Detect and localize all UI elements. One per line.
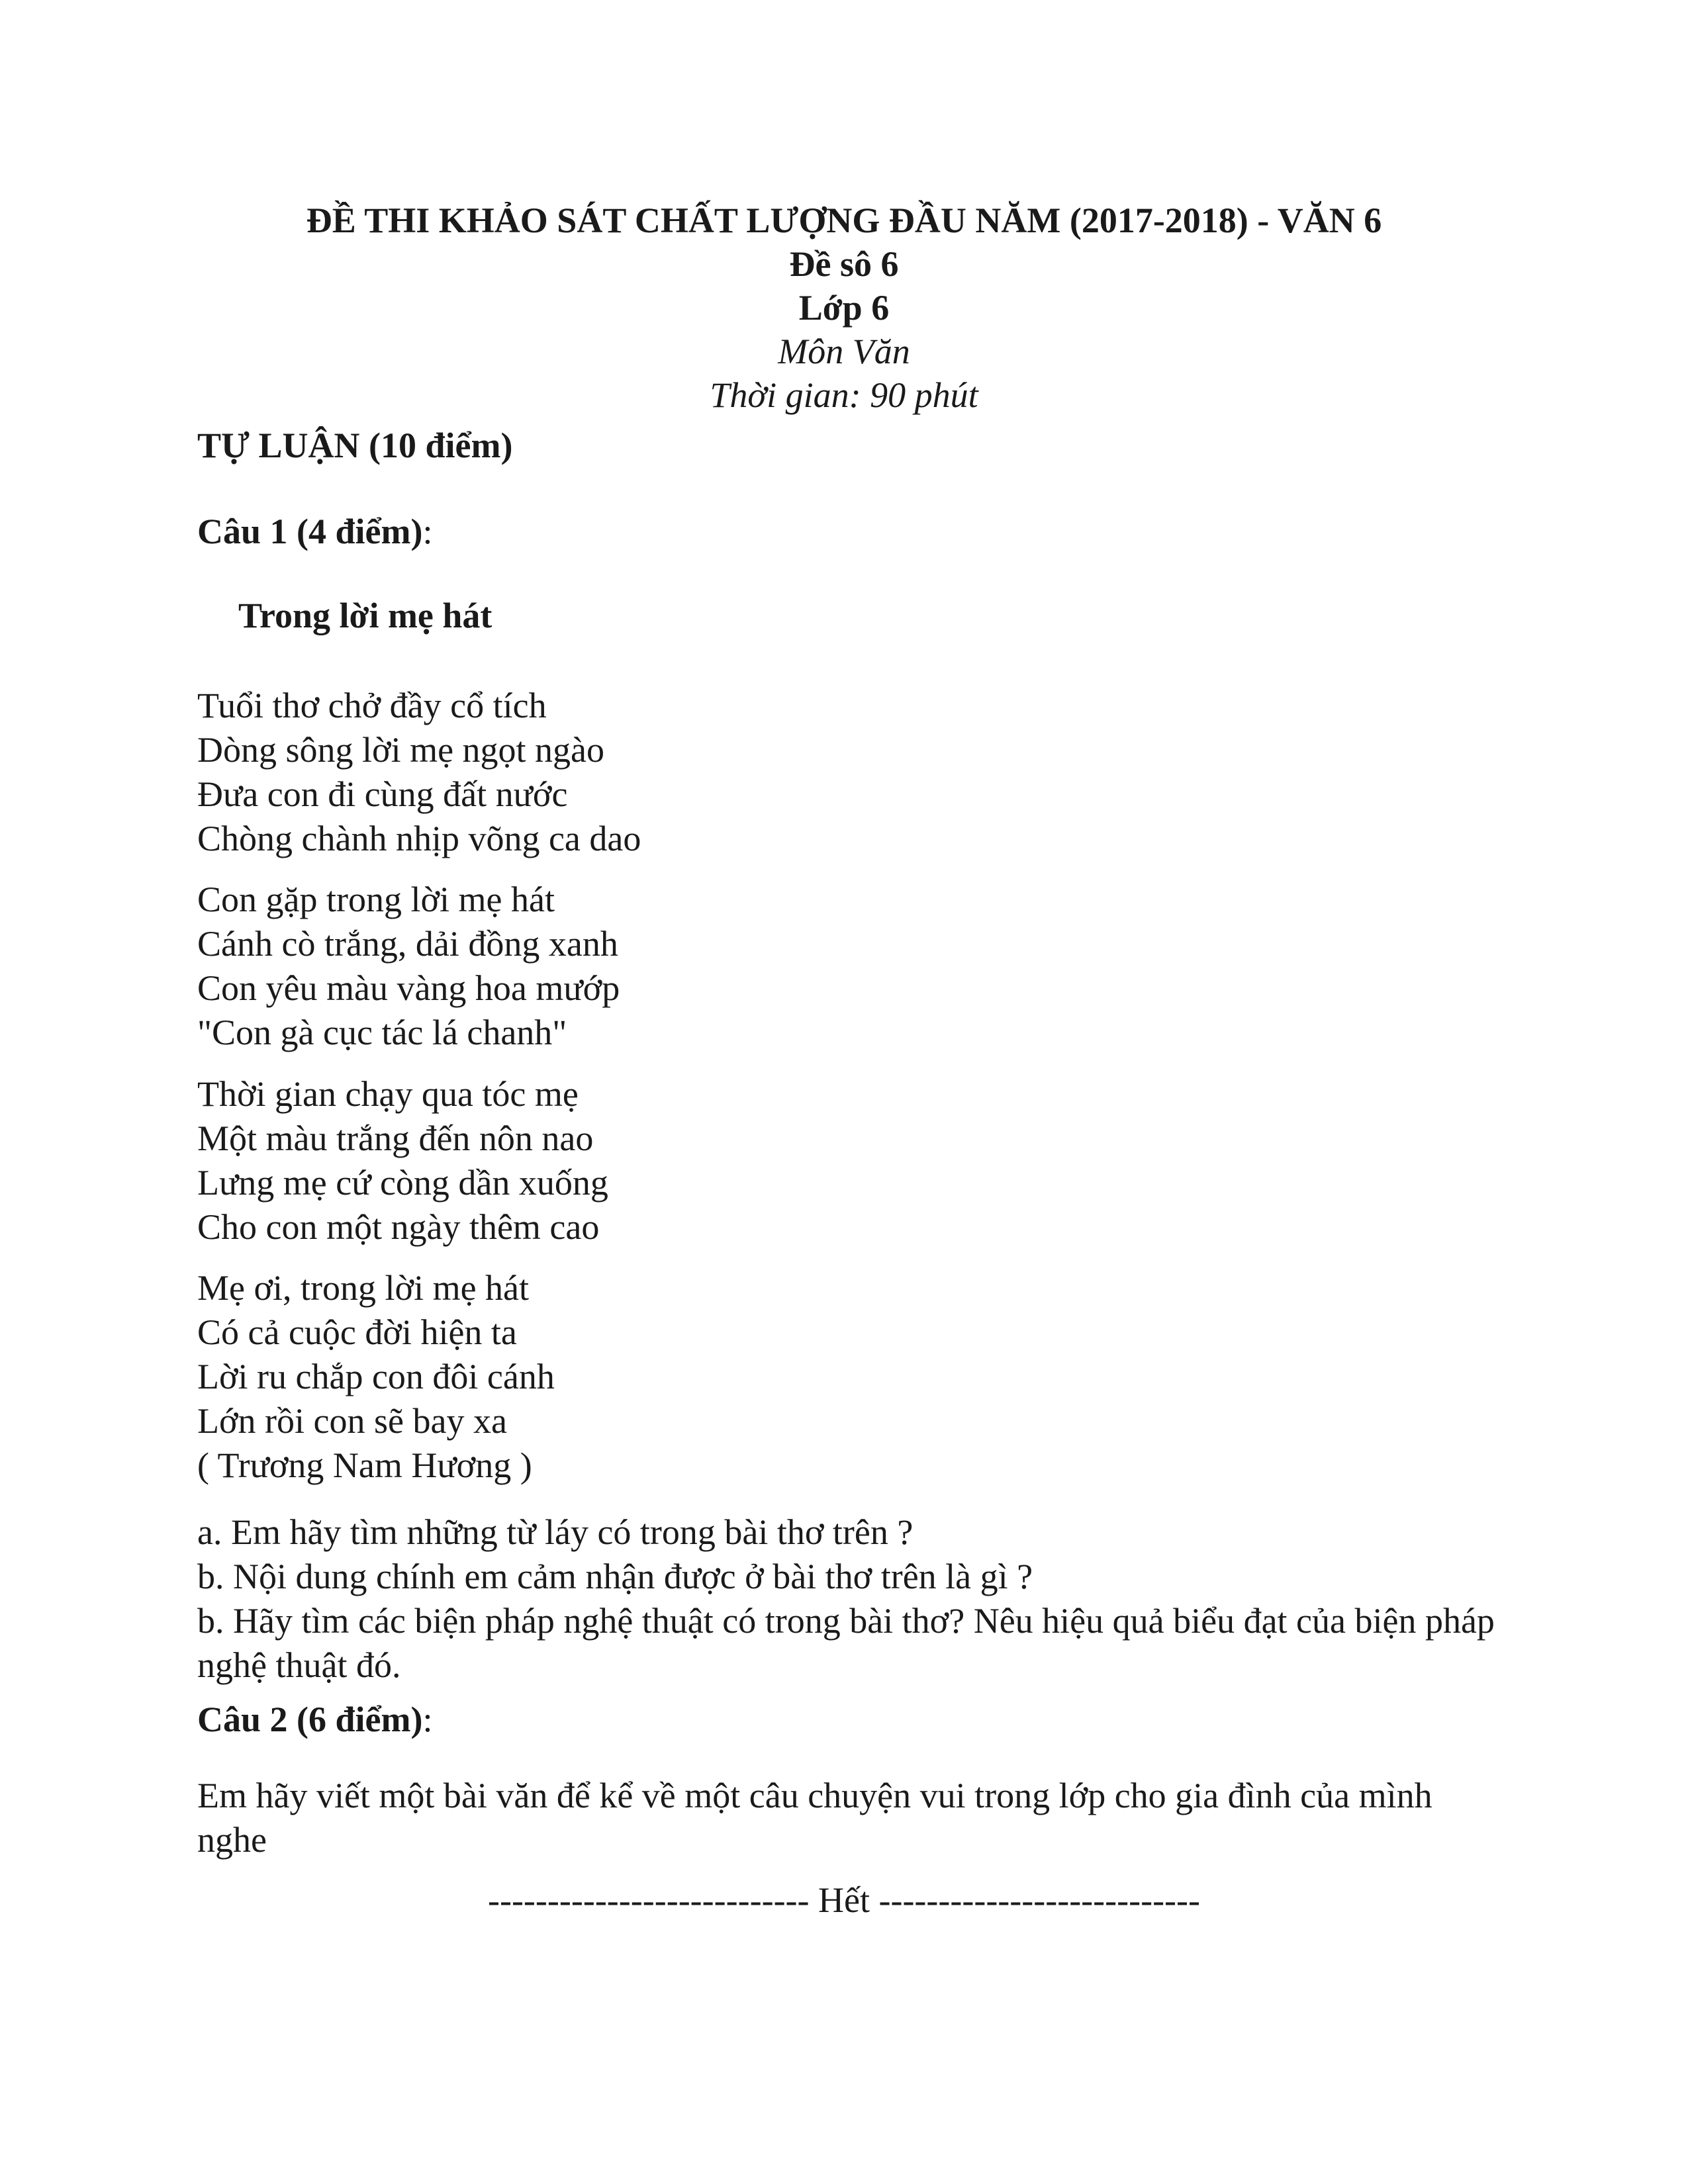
poem-line: Đưa con đi cùng đất nước bbox=[197, 774, 568, 814]
poem-line: Con gặp trong lời mẹ hát bbox=[197, 880, 555, 919]
poem-line: Có cả cuộc đời hiện ta bbox=[197, 1312, 517, 1352]
task-item: a. Em hãy tìm những từ láy có trong bài thơ trên ? bbox=[197, 1512, 914, 1552]
end-marker: --------------------------- Hết --------------------------- bbox=[487, 1880, 1201, 1920]
poem-stanza-2 bbox=[197, 878, 1495, 1055]
question1-suffix: : bbox=[422, 512, 433, 551]
poem-line: Chòng chành nhịp võng ca dao bbox=[197, 819, 641, 858]
question2-heading bbox=[197, 1698, 1495, 1742]
poem-line: Cánh cò trắng, dải đồng xanh bbox=[197, 924, 618, 964]
question2-prompt bbox=[197, 1774, 1495, 1862]
poem-stanza-1 bbox=[197, 684, 1495, 861]
task-item: b. Nội dung chính em cảm nhận được ở bài thơ trên là gì ? bbox=[197, 1557, 1033, 1596]
time-label: Thời gian: 90 phút bbox=[710, 375, 978, 415]
poem-author: ( Trương Nam Hương ) bbox=[197, 1445, 532, 1485]
poem-title-row bbox=[197, 594, 1495, 638]
poem-line: Một màu trắng đến nôn nao bbox=[197, 1118, 594, 1158]
poem-line: Mẹ ơi, trong lời mẹ hát bbox=[197, 1268, 530, 1308]
subject-label: Môn Văn bbox=[778, 332, 910, 371]
exam-number: Đề sô 6 bbox=[789, 244, 899, 284]
question1-heading bbox=[197, 510, 1495, 554]
question1-tasks bbox=[197, 1510, 1495, 1688]
poem-line: "Con gà cục tác lá chanh" bbox=[197, 1013, 567, 1052]
poem-line: Thời gian chạy qua tóc mẹ bbox=[197, 1074, 579, 1114]
poem-title: Trong lời mẹ hát bbox=[238, 596, 492, 635]
question1-label: Câu 1 (4 điểm) bbox=[197, 512, 423, 551]
section-title: TỰ LUẬN (10 điểm) bbox=[197, 426, 513, 465]
poem-stanza-4 bbox=[197, 1266, 1495, 1488]
poem-line: Lời ru chắp con đôi cánh bbox=[197, 1357, 555, 1396]
exam-title: ĐỀ THI KHẢO SÁT CHẤT LƯỢNG ĐẦU NĂM (2017-2018) - VĂN 6 bbox=[306, 201, 1382, 240]
poem-line: Dòng sông lời mẹ ngọt ngào bbox=[197, 730, 605, 770]
question2-label: Câu 2 (6 điểm) bbox=[197, 1700, 423, 1739]
poem-line: Cho con một ngày thêm cao bbox=[197, 1207, 600, 1247]
section-heading bbox=[197, 424, 1495, 468]
poem-line: Lớn rồi con sẽ bay xa bbox=[197, 1401, 507, 1441]
question2-suffix: : bbox=[422, 1700, 433, 1739]
question2-prompt-text: Em hãy viết một bài văn để kể về một câu chuyện vui trong lớp cho gia đình của mình nghe bbox=[197, 1776, 1432, 1860]
poem-line: Lưng mẹ cứ còng dần xuống bbox=[197, 1163, 608, 1203]
grade-label: Lớp 6 bbox=[798, 288, 890, 328]
poem-line: Con yêu màu vàng hoa mướp bbox=[197, 968, 620, 1008]
poem-line: Tuổi thơ chở đầy cổ tích bbox=[197, 686, 547, 725]
poem-stanza-3 bbox=[197, 1072, 1495, 1250]
task-item: b. Hãy tìm các biện pháp nghệ thuật có trong bài thơ? Nêu hiệu quả biểu đạt của biện pháp nghệ thuật đó. bbox=[197, 1601, 1495, 1685]
exam-header bbox=[0, 199, 1688, 417]
